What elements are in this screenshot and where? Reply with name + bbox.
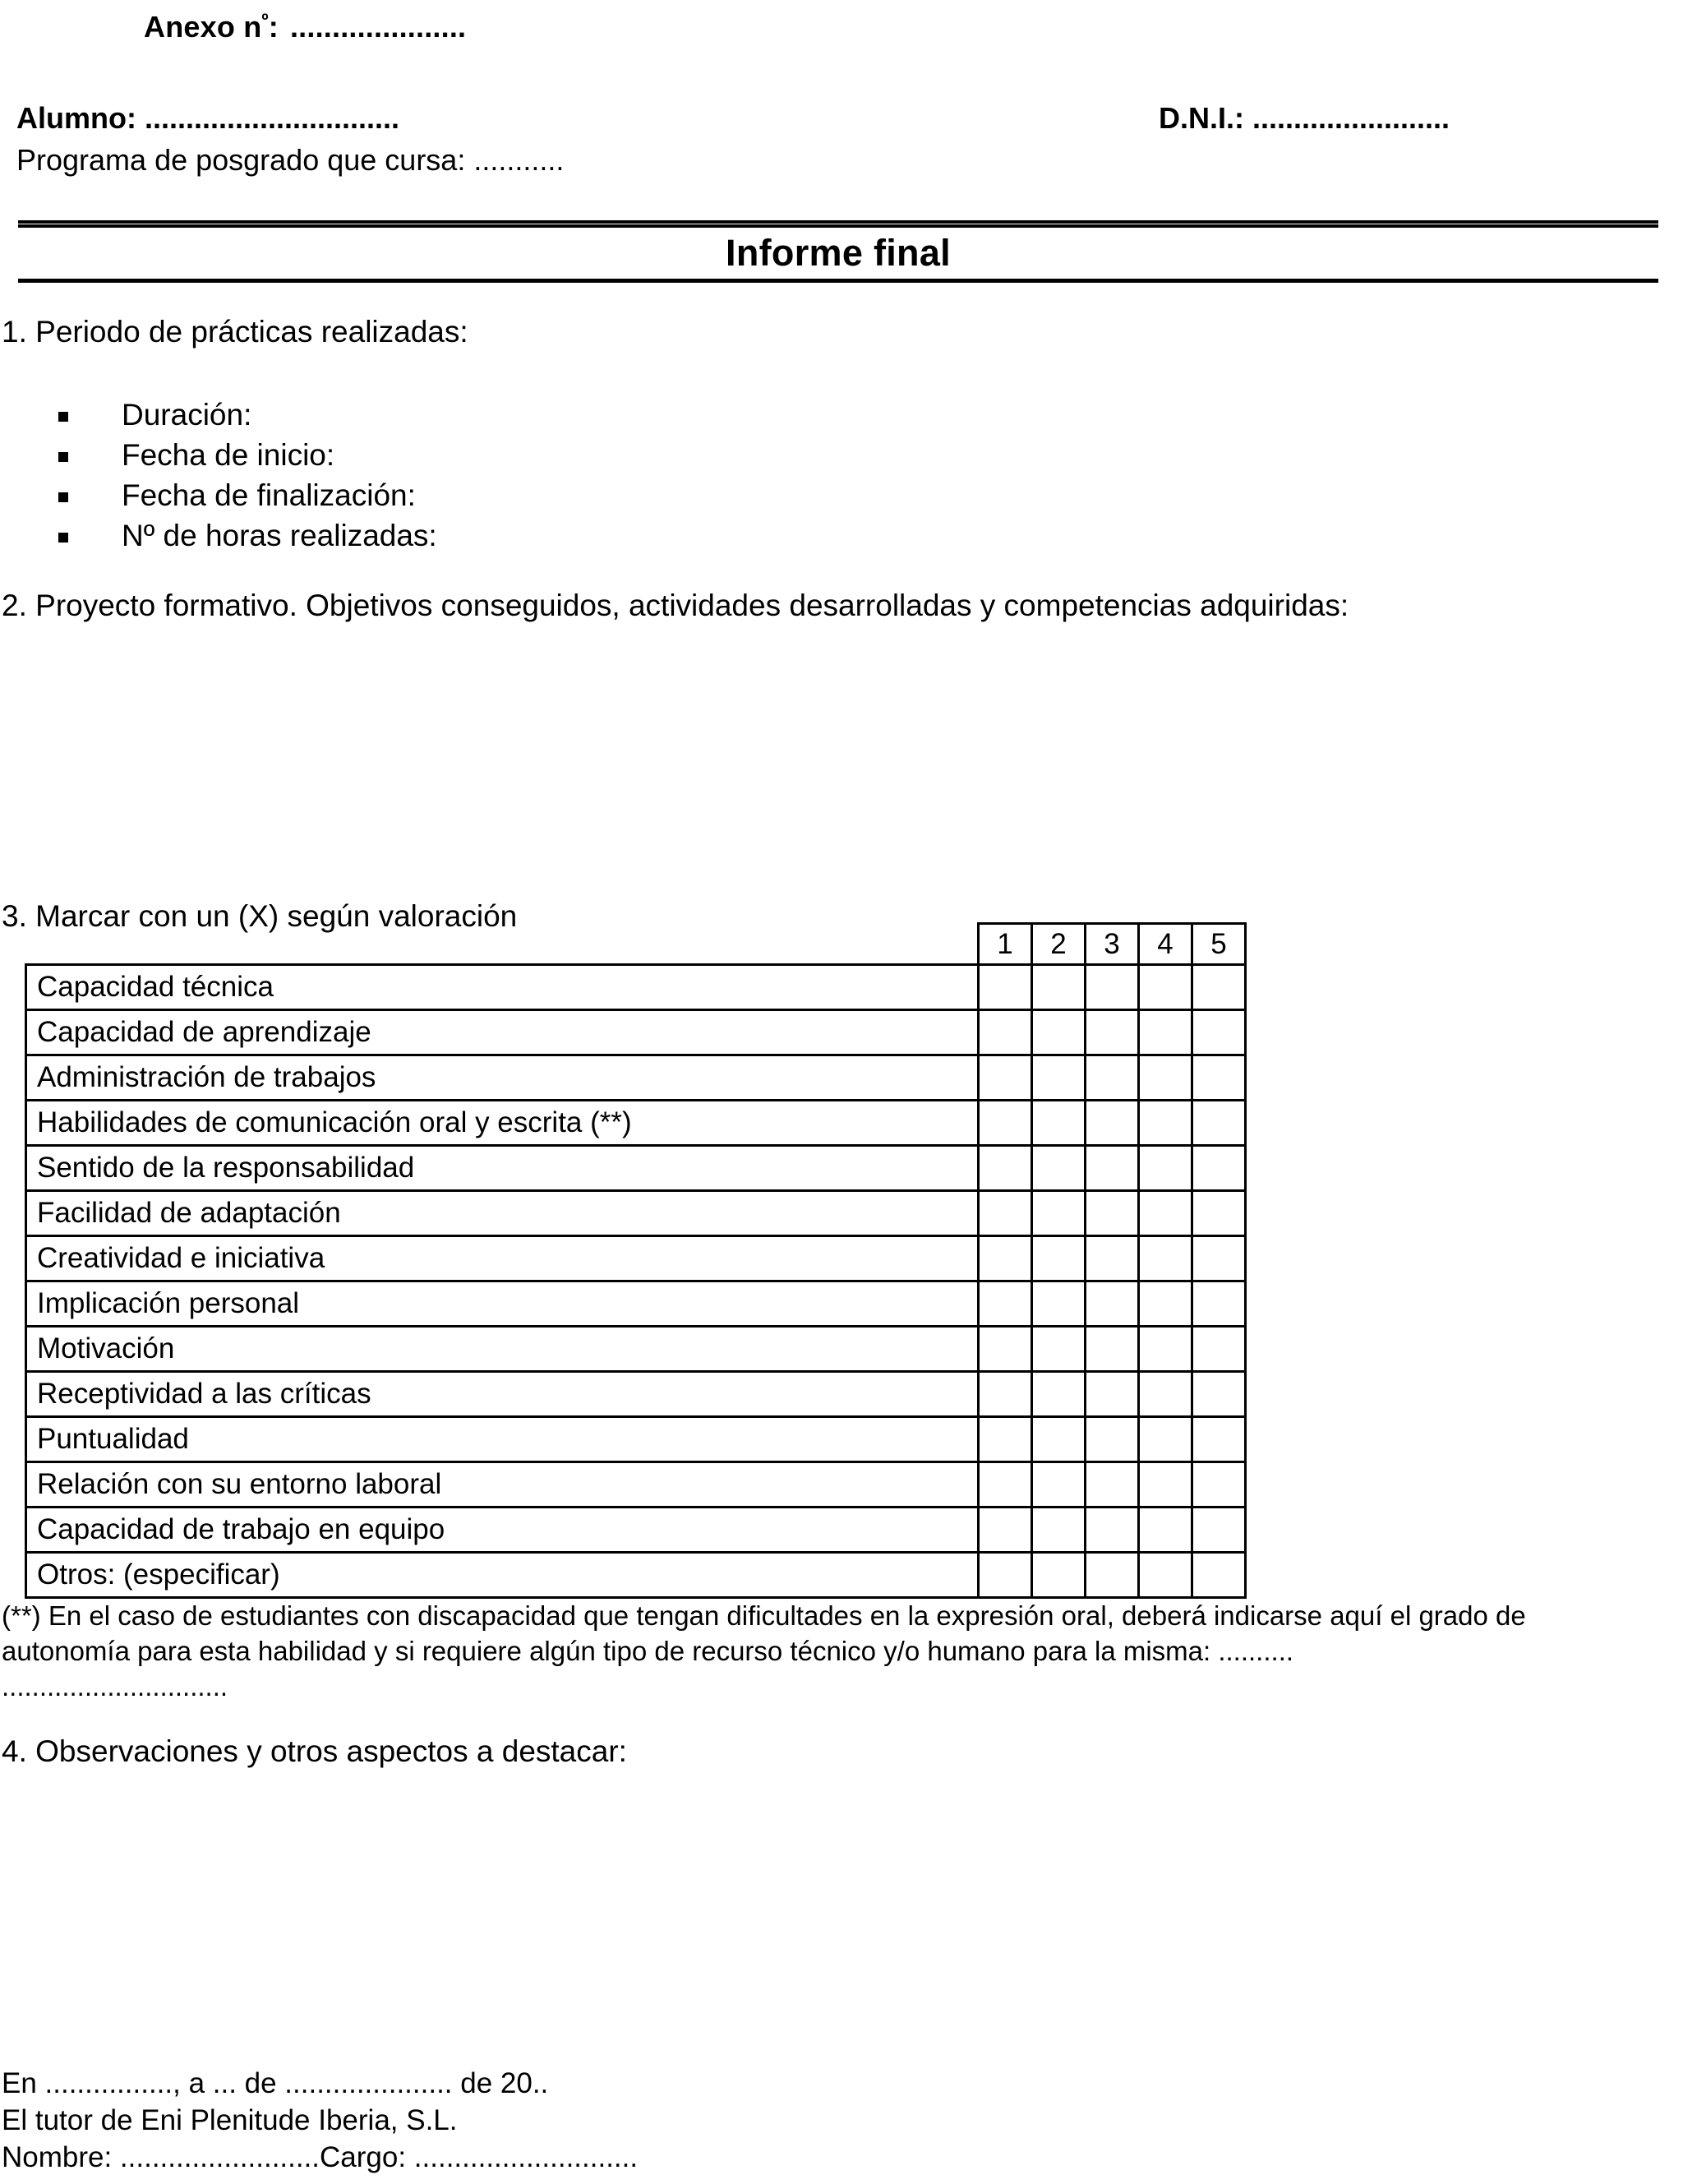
rating-cell-3[interactable]	[1086, 1553, 1139, 1598]
rating-cell-3[interactable]	[1086, 1191, 1139, 1236]
rating-cell-2[interactable]	[1032, 1327, 1086, 1372]
rating-cell-2[interactable]	[1032, 1146, 1086, 1191]
rating-cell-4[interactable]	[1139, 965, 1192, 1010]
rating-cell-3[interactable]	[1086, 1327, 1139, 1372]
table-row	[26, 1372, 1246, 1417]
rating-cell-2[interactable]	[1032, 1372, 1086, 1417]
anexo-dotted-line[interactable]: .....................	[289, 10, 467, 44]
section-3-heading: 3. Marcar con un (X) según valoración	[2, 899, 518, 933]
anexo-label: Anexo n	[144, 10, 262, 44]
list-item	[0, 435, 437, 475]
dni-field[interactable]: D.N.I.: ........................	[1159, 101, 1450, 135]
disability-footnote	[2, 1598, 1681, 1704]
rating-cell-5[interactable]	[1192, 965, 1246, 1010]
table-row	[26, 1191, 1246, 1236]
rating-cell-4[interactable]	[1139, 1010, 1192, 1055]
footnote-line-3-dots[interactable]: ..............................	[2, 1671, 228, 1701]
table-row	[26, 1146, 1246, 1191]
title-bottom-rule	[18, 279, 1658, 283]
rating-cell-5[interactable]	[1192, 1101, 1246, 1146]
rating-cell-4[interactable]	[1139, 1462, 1192, 1508]
bullet-label: Nº de horas realizadas:	[122, 519, 437, 552]
criterion-label: Implicación personal	[26, 1281, 979, 1327]
table-row	[26, 1553, 1246, 1598]
table-row	[26, 1236, 1246, 1281]
rating-cell-5[interactable]	[1192, 1417, 1246, 1462]
rating-cell-5[interactable]	[1192, 1191, 1246, 1236]
rating-cell-4[interactable]	[1139, 1327, 1192, 1372]
list-item	[0, 395, 437, 435]
page-title: Informe final	[726, 232, 951, 274]
rating-cell-4[interactable]	[1139, 1236, 1192, 1281]
table-row	[26, 1101, 1246, 1146]
rating-cell-5[interactable]	[1192, 1010, 1246, 1055]
rating-cell-3[interactable]	[1086, 1281, 1139, 1327]
signature-block	[2, 2065, 638, 2176]
name-and-position-line[interactable]: Nombre: .........................Cargo: ............................	[2, 2141, 639, 2173]
criterion-label: Otros: (especificar)	[26, 1553, 979, 1598]
rating-cell-4[interactable]	[1139, 1101, 1192, 1146]
rating-cell-5[interactable]	[1192, 1236, 1246, 1281]
rating-cell-1[interactable]	[979, 1462, 1032, 1508]
rating-cell-3[interactable]	[1086, 1146, 1139, 1191]
place-and-date-line[interactable]: En ................, a ... de ..................... de 20..	[2, 2067, 549, 2099]
scale-header-2: 2	[1032, 924, 1086, 965]
rating-cell-1[interactable]	[979, 1055, 1032, 1101]
rating-table-container	[25, 922, 1247, 1599]
rating-cell-3[interactable]	[1086, 1236, 1139, 1281]
section-4-heading: 4. Observaciones y otros aspectos a destacar:	[2, 1734, 627, 1768]
rating-cell-1[interactable]	[979, 1191, 1032, 1236]
table-row	[26, 1281, 1246, 1327]
practice-period-bullet-list	[0, 395, 437, 556]
rating-cell-1[interactable]	[979, 1236, 1032, 1281]
rating-cell-5[interactable]	[1192, 1327, 1246, 1372]
square-bullet-icon	[58, 412, 68, 422]
rating-cell-5[interactable]	[1192, 1462, 1246, 1508]
criterion-label: Relación con su entorno laboral	[26, 1462, 979, 1508]
rating-cell-2[interactable]	[1032, 1553, 1086, 1598]
scale-header-5: 5	[1192, 924, 1246, 965]
criterion-label: Capacidad de trabajo en equipo	[26, 1508, 979, 1553]
rating-cell-4[interactable]	[1139, 1191, 1192, 1236]
anexo-ordinal-superscript: º	[261, 10, 269, 30]
rating-cell-4[interactable]	[1139, 1372, 1192, 1417]
rating-cell-2[interactable]	[1032, 1010, 1086, 1055]
rating-cell-3[interactable]	[1086, 1010, 1139, 1055]
rating-cell-5[interactable]	[1192, 1372, 1246, 1417]
scale-header-4: 4	[1139, 924, 1192, 965]
header-spacer-cell	[26, 924, 979, 965]
rating-cell-5[interactable]	[1192, 1553, 1246, 1598]
rating-cell-5[interactable]	[1192, 1281, 1246, 1327]
criterion-label: Sentido de la responsabilidad	[26, 1146, 979, 1191]
rating-cell-2[interactable]	[1032, 1281, 1086, 1327]
table-row	[26, 1327, 1246, 1372]
square-bullet-icon	[58, 533, 68, 543]
rating-cell-3[interactable]	[1086, 1462, 1139, 1508]
rating-cell-1[interactable]	[979, 1508, 1032, 1553]
rating-cell-1[interactable]	[979, 1281, 1032, 1327]
rating-cell-2[interactable]	[1032, 1462, 1086, 1508]
criterion-label: Puntualidad	[26, 1417, 979, 1462]
rating-cell-5[interactable]	[1192, 1146, 1246, 1191]
criterion-label: Motivación	[26, 1327, 979, 1372]
alumno-field[interactable]: Alumno: ...............................	[16, 101, 400, 135]
rating-cell-4[interactable]	[1139, 1281, 1192, 1327]
rating-cell-1[interactable]	[979, 1372, 1032, 1417]
list-item	[0, 515, 437, 556]
list-item	[0, 475, 437, 515]
rating-cell-4[interactable]	[1139, 1146, 1192, 1191]
rating-cell-4[interactable]	[1139, 1508, 1192, 1553]
tutor-company-line: El tutor de Eni Plenitude Iberia, S.L.	[2, 2104, 458, 2136]
footnote-line-2[interactable]: autonomía para esta habilidad y si requiere algún tipo de recurso técnico y/o humano para la misma: ..........	[2, 1636, 1294, 1666]
rating-cell-1[interactable]	[979, 1010, 1032, 1055]
rating-cell-2[interactable]	[1032, 1055, 1086, 1101]
bullet-label: Duración:	[122, 398, 252, 432]
table-row	[26, 1508, 1246, 1553]
rating-cell-2[interactable]	[1032, 1236, 1086, 1281]
rating-cell-2[interactable]	[1032, 1191, 1086, 1236]
criterion-label: Habilidades de comunicación oral y escrita (**)	[26, 1101, 979, 1146]
rating-cell-3[interactable]	[1086, 1372, 1139, 1417]
table-row	[26, 1010, 1246, 1055]
rating-cell-4[interactable]	[1139, 1417, 1192, 1462]
table-row	[26, 1417, 1246, 1462]
bullet-label: Fecha de inicio:	[122, 438, 335, 472]
table-row	[26, 1462, 1246, 1508]
criterion-label: Administración de trabajos	[26, 1055, 979, 1101]
title-top-rule	[18, 220, 1658, 228]
rating-cell-2[interactable]	[1032, 965, 1086, 1010]
criterion-label: Capacidad técnica	[26, 965, 979, 1010]
table-row	[26, 965, 1246, 1010]
footnote-line-1: (**) En el caso de estudiantes con discapacidad que tengan dificultades en la expresión oral, deberá indicarse aquí el grado de	[2, 1600, 1526, 1631]
rating-cell-4[interactable]	[1139, 1055, 1192, 1101]
section-2-heading: 2. Proyecto formativo. Objetivos conseguidos, actividades desarrolladas y competencias adquiridas:	[2, 589, 1349, 622]
rating-cell-1[interactable]	[979, 1146, 1032, 1191]
criterion-label: Creatividad e iniciativa	[26, 1236, 979, 1281]
bullet-label: Fecha de finalización:	[122, 478, 416, 512]
table-header-row	[26, 924, 1246, 965]
rating-cell-3[interactable]	[1086, 1417, 1139, 1462]
rating-cell-2[interactable]	[1032, 1508, 1086, 1553]
rating-cell-3[interactable]	[1086, 1055, 1139, 1101]
rating-cell-3[interactable]	[1086, 965, 1139, 1010]
square-bullet-icon	[58, 492, 68, 502]
rating-table	[25, 922, 1247, 1599]
rating-cell-1[interactable]	[979, 965, 1032, 1010]
scale-header-1: 1	[979, 924, 1032, 965]
rating-cell-3[interactable]	[1086, 1508, 1139, 1553]
rating-cell-2[interactable]	[1032, 1417, 1086, 1462]
table-row	[26, 1055, 1246, 1101]
anexo-number-field	[144, 10, 466, 44]
rating-cell-1[interactable]	[979, 1101, 1032, 1146]
programa-posgrado-field[interactable]: Programa de posgrado que cursa: ...........	[16, 143, 565, 177]
rating-cell-1[interactable]	[979, 1417, 1032, 1462]
rating-cell-4[interactable]	[1139, 1553, 1192, 1598]
section-1-heading: 1. Periodo de prácticas realizadas:	[2, 315, 468, 349]
rating-cell-5[interactable]	[1192, 1055, 1246, 1101]
square-bullet-icon	[58, 452, 68, 462]
rating-cell-5[interactable]	[1192, 1508, 1246, 1553]
criterion-label: Capacidad de aprendizaje	[26, 1010, 979, 1055]
rating-cell-3[interactable]	[1086, 1101, 1139, 1146]
rating-cell-1[interactable]	[979, 1327, 1032, 1372]
rating-cell-2[interactable]	[1032, 1101, 1086, 1146]
criterion-label: Facilidad de adaptación	[26, 1191, 979, 1236]
scale-header-3: 3	[1086, 924, 1139, 965]
rating-cell-1[interactable]	[979, 1553, 1032, 1598]
anexo-colon: :	[268, 10, 279, 44]
criterion-label: Receptividad a las críticas	[26, 1372, 979, 1417]
